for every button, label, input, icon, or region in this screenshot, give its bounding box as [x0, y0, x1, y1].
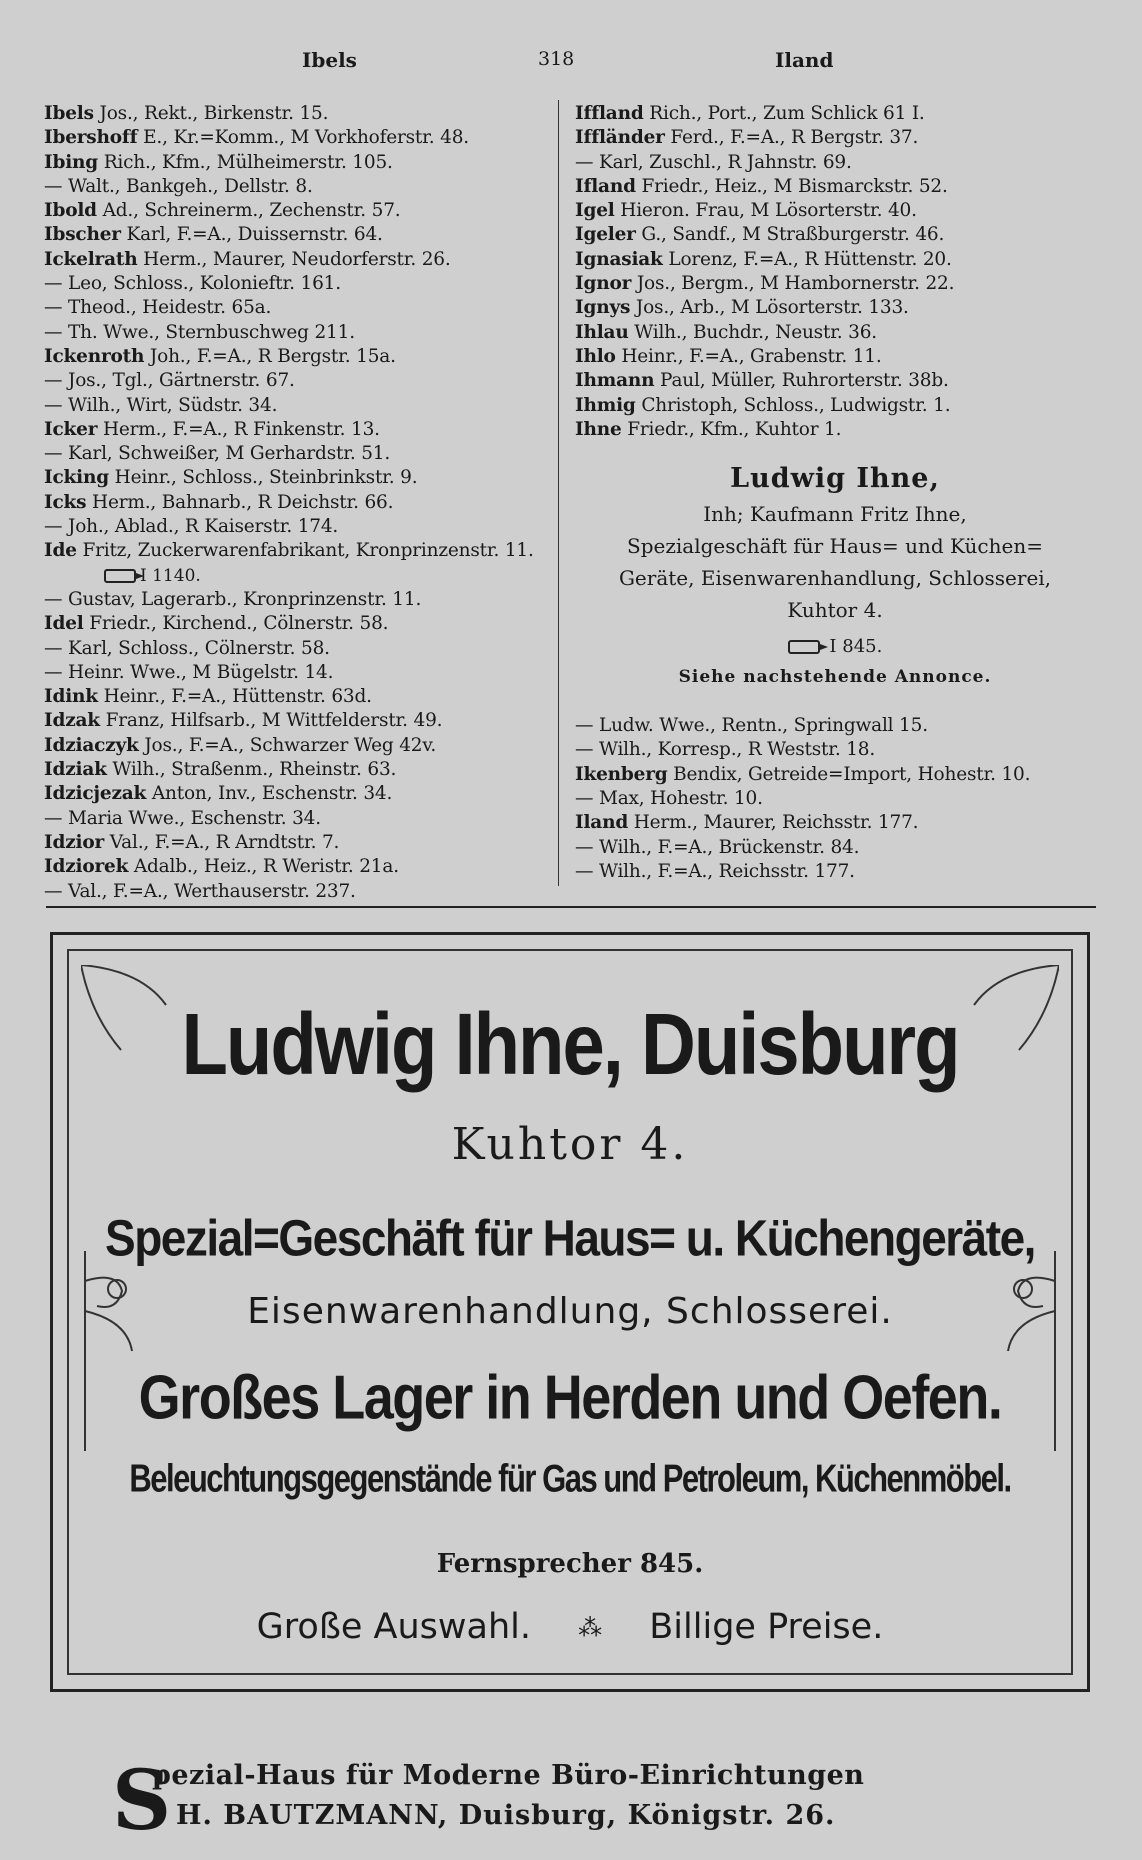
- directory-entry: [44, 418, 549, 442]
- directory-entry: [44, 466, 549, 490]
- entry-surname: Idziak: [44, 759, 107, 781]
- entry-surname: Ihlau: [575, 321, 629, 343]
- section-rule: [46, 906, 1096, 908]
- entry-details: Fritz, Zuckerwarenfabrikant, Kronprinzenstr. 11.: [76, 540, 534, 562]
- entry-details: E., Kr.=Komm., M Vorkhoferstr. 48.: [137, 127, 469, 149]
- directory-entry: [44, 151, 549, 175]
- directory-entry: [44, 758, 549, 782]
- flourish-separator-icon: ⁂: [578, 1614, 603, 1642]
- entry-details: Jos., Rekt., Birkenstr. 15.: [93, 103, 329, 124]
- entry-surname: Ide: [44, 540, 77, 562]
- entry-surname: Idzicjezak: [44, 783, 147, 805]
- directory-entry: [44, 296, 549, 320]
- entry-surname: Ibing: [44, 151, 99, 173]
- entry-surname: Ikenberg: [575, 763, 668, 785]
- entry-surname: Idziorek: [44, 856, 129, 878]
- directory-entry: [44, 126, 549, 150]
- directory-entry: [575, 151, 1095, 175]
- phone-number: I 1140.: [140, 565, 201, 586]
- entry-details: Val., F.=A., R Arndtstr. 7.: [104, 831, 340, 853]
- directory-entry: [44, 515, 549, 539]
- running-head-right: Iland: [775, 48, 834, 72]
- ad-telephone: Fernsprecher 845.: [436, 1549, 704, 1579]
- entry-details: Herm., Bahnarb., R Deichstr. 66.: [86, 491, 394, 513]
- entry-details: Franz, Hilfsarb., M Wittfelderstr. 49.: [99, 710, 443, 732]
- directory-entry: [44, 709, 549, 733]
- entry-details: — Leo, Schloss., Kolonieftr. 161.: [44, 273, 341, 295]
- entry-details: Lorenz, F.=A., R Hüttenstr. 20.: [662, 248, 952, 270]
- ad-prices-text: Billige Preise.: [649, 1607, 884, 1647]
- mini-ad-phone-number: I 845.: [829, 636, 883, 658]
- entry-surname: Idel: [44, 613, 84, 635]
- entry-details: — Theod., Heidestr. 65a.: [44, 297, 272, 319]
- telephone-icon: [788, 640, 820, 654]
- ad-headline: Ludwig Ihne, Duisburg: [181, 995, 959, 1094]
- ad-selection-text: Große Auswahl.: [256, 1607, 531, 1647]
- entry-details: — Val., F.=A., Werthauserstr. 237.: [44, 880, 356, 902]
- entry-details: — Ludw. Wwe., Rentn., Springwall 15.: [575, 715, 928, 737]
- ad-lighting-line: Beleuchtungsgegenstände für Gas und Petroleum, Küchenmöbel.: [129, 1456, 1011, 1501]
- directory-entry: [44, 442, 549, 466]
- entry-surname: Ignasiak: [575, 248, 663, 270]
- entry-surname: Ifland: [575, 175, 636, 197]
- entry-surname: Ihne: [575, 418, 622, 440]
- column-divider: [558, 100, 559, 886]
- right-column-entries-top: [575, 102, 1095, 442]
- entry-surname: Ignor: [575, 273, 632, 295]
- entry-details: G., Sandf., M Straßburgerstr. 46.: [635, 224, 945, 246]
- ad-street: Kuhtor 4.: [451, 1119, 689, 1170]
- directory-entry: [44, 661, 549, 685]
- entry-details: Friedr., Kirchend., Cölnerstr. 58.: [83, 613, 389, 635]
- entry-surname: Idzior: [44, 831, 105, 853]
- directory-entry: [44, 539, 549, 563]
- directory-entry: [575, 248, 1095, 272]
- bottom-banner-ad: [112, 1753, 1092, 1849]
- entry-details: — Jos., Tgl., Gärtnerstr. 67.: [44, 370, 295, 392]
- directory-entry: [44, 782, 549, 806]
- directory-entry: [44, 369, 549, 393]
- entry-surname: Ibscher: [44, 224, 121, 246]
- entry-details: Jos., Arb., M Lösorterstr. 133.: [630, 297, 909, 319]
- directory-entry: [575, 860, 1095, 884]
- entry-surname: Ickelrath: [44, 248, 138, 270]
- entry-details: Jos., Bergm., M Hambornerstr. 22.: [631, 273, 955, 295]
- directory-entry: [575, 763, 1095, 787]
- entry-surname: Icks: [44, 491, 87, 513]
- entry-surname: Icker: [44, 418, 98, 440]
- entry-surname: Ihmann: [575, 370, 655, 392]
- entry-surname: Iffländer: [575, 127, 665, 149]
- ad-stock-line: Großes Lager in Herden und Oefen.: [138, 1363, 1002, 1433]
- entry-details: Christoph, Schloss., Ludwigstr. 1.: [635, 394, 951, 416]
- mini-ad-address: Kuhtor 4.: [787, 598, 883, 623]
- directory-entry: [44, 831, 549, 855]
- directory-entry: [575, 345, 1095, 369]
- entry-surname: Igeler: [575, 224, 636, 246]
- directory-entry: [575, 296, 1095, 320]
- entry-details: — Max, Hohestr. 10.: [575, 788, 763, 810]
- entry-details: — Karl, Zuschl., R Jahnstr. 69.: [575, 151, 852, 173]
- running-head-left: Ibels: [302, 48, 357, 72]
- entry-details: Joh., F.=A., R Bergstr. 15a.: [144, 345, 396, 367]
- entry-surname: Idink: [44, 686, 98, 708]
- directory-entry: [44, 588, 549, 612]
- directory-entry: [575, 102, 1095, 126]
- directory-entry: [575, 175, 1095, 199]
- directory-entry: [575, 714, 1095, 738]
- entry-details: — Th. Wwe., Sternbuschweg 211.: [44, 321, 355, 343]
- entry-surname: Iland: [575, 812, 629, 834]
- phone-entry: [44, 564, 549, 588]
- entry-surname: Icking: [44, 467, 109, 489]
- directory-entry: [44, 102, 549, 126]
- entry-details: Heinr., F.=A., Hüttenstr. 63d.: [97, 686, 372, 708]
- ad-footer-line: [69, 1607, 1071, 1647]
- directory-entry: [44, 175, 549, 199]
- directory-entry: [44, 807, 549, 831]
- entry-details: Hieron. Frau, M Lösorterstr. 40.: [614, 200, 917, 222]
- entry-details: Bendix, Getreide=Import, Hohestr. 10.: [667, 763, 1031, 785]
- entry-details: Rich., Kfm., Mülheimerstr. 105.: [98, 151, 393, 173]
- directory-entry: [575, 787, 1095, 811]
- entry-details: — Walt., Bankgeh., Dellstr. 8.: [44, 175, 313, 197]
- entry-details: — Wilh., F.=A., Brückenstr. 84.: [575, 836, 860, 858]
- entry-details: Herm., F.=A., R Finkenstr. 13.: [97, 418, 380, 440]
- entry-details: Friedr., Heiz., M Bismarckstr. 52.: [635, 175, 948, 197]
- entry-details: — Joh., Ablad., R Kaiserstr. 174.: [44, 516, 339, 538]
- entry-details: Ad., Schreinerm., Zechenstr. 57.: [96, 200, 401, 222]
- directory-entry: [44, 637, 549, 661]
- entry-surname: Idziaczyk: [44, 734, 139, 756]
- directory-entry: [44, 685, 549, 709]
- entry-surname: Idzak: [44, 710, 100, 732]
- entry-details: Heinr., Schloss., Steinbrinkstr. 9.: [108, 467, 418, 489]
- directory-entry: [44, 272, 549, 296]
- directory-entry: [44, 880, 549, 904]
- entry-surname: Ibershoff: [44, 127, 138, 149]
- directory-entry: [44, 223, 549, 247]
- entry-surname: Ibold: [44, 200, 97, 222]
- entry-details: — Maria Wwe., Eschenstr. 34.: [44, 807, 321, 829]
- advertisement-box: [50, 932, 1090, 1692]
- directory-entry: [44, 394, 549, 418]
- mini-ad-note: Siehe nachstehende Annonce.: [678, 667, 992, 688]
- mini-ad-title: Ludwig Ihne,: [730, 463, 940, 495]
- entry-details: Rich., Port., Zum Schlick 61 I.: [643, 103, 925, 124]
- entry-details: Jos., F.=A., Schwarzer Weg 42v.: [138, 734, 437, 756]
- directory-entry: [44, 734, 549, 758]
- directory-entry: [575, 321, 1095, 345]
- entry-details: — Wilh., Korresp., R Weststr. 18.: [575, 739, 876, 761]
- entry-surname: Igel: [575, 200, 615, 222]
- entry-details: — Wilh., F.=A., Reichsstr. 177.: [575, 860, 855, 882]
- advertisement-inner-frame: [67, 949, 1073, 1675]
- entry-details: Wilh., Buchdr., Neustr. 36.: [628, 321, 877, 343]
- entry-details: Karl, F.=A., Duissernstr. 64.: [120, 224, 383, 246]
- entry-surname: Ickenroth: [44, 345, 145, 367]
- entry-details: Ferd., F.=A., R Bergstr. 37.: [664, 127, 919, 149]
- directory-entry: [575, 836, 1095, 860]
- entry-details: Wilh., Straßenm., Rheinstr. 63.: [106, 759, 397, 781]
- entry-details: Friedr., Kfm., Kuhtor 1.: [621, 418, 842, 440]
- entry-surname: Ihlo: [575, 345, 616, 367]
- entry-details: Anton, Inv., Eschenstr. 34.: [146, 783, 393, 805]
- right-column: [575, 102, 1095, 884]
- directory-entry: [575, 272, 1095, 296]
- directory-entry: [44, 855, 549, 879]
- directory-entry: [575, 369, 1095, 393]
- mini-ad-phone: [575, 632, 1095, 662]
- directory-entry: [575, 199, 1095, 223]
- ihne-listing-ad: [575, 460, 1095, 692]
- entry-details: Heinr., F.=A., Grabenstr. 11.: [615, 345, 882, 367]
- directory-entry: [44, 612, 549, 636]
- banner-initial: S: [112, 1753, 172, 1849]
- ad-specialty: Spezial=Geschäft für Haus= u. Küchengeräte,: [105, 1209, 1035, 1267]
- directory-entry: [575, 394, 1095, 418]
- directory-entry: [44, 248, 549, 272]
- entry-surname: Ibels: [44, 103, 94, 124]
- mini-ad-owner: Inh; Kaufmann Fritz Ihne,: [703, 502, 967, 527]
- entry-details: Paul, Müller, Ruhrorterstr. 38b.: [654, 370, 949, 392]
- entry-surname: Ignys: [575, 297, 631, 319]
- directory-entry: [575, 223, 1095, 247]
- directory-entry: [44, 345, 549, 369]
- ad-hardware-line: Eisenwarenhandlung, Schlosserei.: [247, 1291, 893, 1332]
- right-column-entries-bottom: [575, 714, 1095, 884]
- banner-line-2: H. BAUTZMANN, Duisburg, Königstr. 26.: [176, 1800, 836, 1831]
- page-number: 318: [538, 48, 575, 70]
- mini-ad-business-cont: Geräte, Eisenwarenhandlung, Schlosserei,: [618, 566, 1052, 591]
- entry-details: Herm., Maurer, Neudorferstr. 26.: [137, 248, 451, 270]
- directory-entry: [44, 321, 549, 345]
- banner-line-1: pezial-Haus für Moderne Büro-Einrichtungen: [152, 1760, 865, 1791]
- entry-details: — Wilh., Wirt, Südstr. 34.: [44, 394, 278, 416]
- entry-details: — Karl, Schweißer, M Gerhardstr. 51.: [44, 443, 391, 465]
- mini-ad-business: Spezialgeschäft für Haus= und Küchen=: [627, 534, 1043, 559]
- directory-entry: [44, 491, 549, 515]
- telephone-icon: [104, 569, 136, 583]
- entry-details: — Karl, Schloss., Cölnerstr. 58.: [44, 637, 330, 659]
- directory-entry: [575, 811, 1095, 835]
- directory-entry: [575, 738, 1095, 762]
- entry-surname: Iffland: [575, 103, 644, 124]
- entry-details: Herm., Maurer, Reichsstr. 177.: [628, 812, 919, 834]
- directory-entry: [44, 199, 549, 223]
- entry-details: — Heinr. Wwe., M Bügelstr. 14.: [44, 661, 334, 683]
- directory-entry: [575, 418, 1095, 442]
- entry-details: — Gustav, Lagerarb., Kronprinzenstr. 11.: [44, 588, 422, 610]
- entry-details: Adalb., Heiz., R Weristr. 21a.: [128, 856, 399, 878]
- left-column: [44, 102, 549, 904]
- directory-entry: [575, 126, 1095, 150]
- entry-surname: Ihmig: [575, 394, 636, 416]
